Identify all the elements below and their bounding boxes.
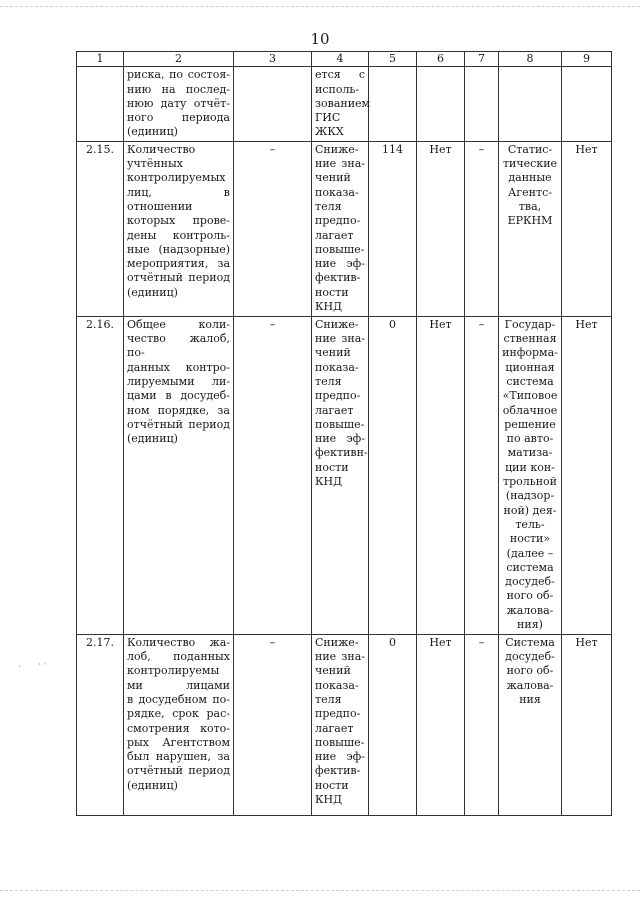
column-header-6: 6 — [417, 52, 465, 67]
direction-description-line: ние эф- — [315, 750, 365, 764]
data-source-line: тва, — [518, 199, 542, 213]
indicator-table — [76, 51, 612, 816]
direction-description-line: фективн- — [315, 446, 368, 460]
indicator-value — [369, 67, 417, 141]
indicator-name-line: отчётный период — [127, 271, 230, 285]
data-source-line: система — [506, 560, 554, 574]
direction-description-line: ности — [315, 778, 349, 792]
column-header-8: 8 — [499, 52, 562, 67]
direction-description-line: лагает — [315, 228, 354, 242]
direction-description — [312, 316, 369, 634]
indicator-name-line: (единиц) — [127, 285, 178, 299]
indicator-name-line: рых Агентством — [127, 735, 230, 749]
flag-cell-2: Нет — [562, 316, 612, 634]
data-source-line: ного об- — [506, 664, 554, 678]
target-value — [234, 67, 312, 141]
column-header-3: 3 — [234, 52, 312, 67]
data-source-line: система — [506, 374, 554, 388]
row-number: 2.17. — [77, 634, 124, 815]
indicator-name-line: отчётный период — [127, 417, 230, 431]
data-source-line: ного об- — [506, 589, 554, 603]
data-source-line: (надзор- — [505, 489, 555, 503]
indicator-value: 0 — [369, 634, 417, 815]
data-source — [499, 316, 562, 634]
indicator-name-line: ные (надзорные) — [127, 242, 230, 256]
data-source — [499, 67, 562, 141]
data-source-line: ции кон- — [505, 460, 555, 474]
indicator-value: 0 — [369, 316, 417, 634]
direction-description-line: ние зна- — [315, 332, 365, 346]
indicator-name-line: лоб, поданных — [127, 650, 230, 664]
table-row — [77, 634, 612, 815]
data-source-line: ной) дея- — [503, 503, 557, 517]
data-source-line: Государ- — [504, 317, 556, 331]
target-value: – — [234, 634, 312, 815]
direction-description-line: чений — [315, 664, 351, 678]
direction-description-line: показа- — [315, 360, 359, 374]
data-source-line: досудеб- — [505, 650, 555, 664]
indicator-name-line: нюю дату отчёт- — [127, 96, 230, 110]
table-row — [77, 67, 612, 141]
indicator-name — [124, 141, 234, 316]
flag-cell — [417, 67, 465, 141]
direction-description-line: повыше- — [315, 735, 365, 749]
indicator-name — [124, 67, 234, 141]
indicator-name-line: ного периода — [127, 111, 230, 125]
dash-cell — [465, 67, 499, 141]
indicator-name-line: чество жалоб, по- — [127, 332, 230, 360]
direction-description-line: ности — [315, 460, 349, 474]
table-body — [77, 67, 612, 815]
direction-description-line: повыше- — [315, 417, 365, 431]
direction-description-line: теля — [315, 374, 342, 388]
indicator-name-line: Количество жа- — [127, 635, 230, 649]
data-source-line: тические — [502, 157, 558, 171]
flag-cell-2: Нет — [562, 141, 612, 316]
direction-description-line: зованием — [315, 96, 371, 110]
indicator-value: 114 — [369, 141, 417, 316]
indicator-name-line: данных контро- — [127, 360, 230, 374]
indicator-name — [124, 634, 234, 815]
direction-description-line: ности — [315, 285, 349, 299]
indicator-name-line: рядке, срок рас- — [127, 707, 230, 721]
scan-mark: · · — [38, 660, 47, 670]
data-source-line: ЕРКНМ — [507, 214, 553, 228]
flag-cell: Нет — [417, 141, 465, 316]
column-header-7: 7 — [465, 52, 499, 67]
indicator-name-line: нию на послед- — [127, 82, 230, 96]
indicator-name-line: смотрения кото- — [127, 721, 230, 735]
direction-description-line: предпо- — [315, 214, 361, 228]
data-source-line: досудеб- — [505, 575, 555, 589]
indicator-name-line: (единиц) — [127, 778, 178, 792]
column-header-4: 4 — [312, 52, 369, 67]
data-source-line: облачное — [502, 403, 558, 417]
data-source-line: информа- — [502, 346, 558, 360]
indicator-name-line: дены контроль- — [127, 228, 230, 242]
flag-cell-2: Нет — [562, 634, 612, 815]
indicator-name-line: был нарушен, за — [127, 750, 230, 764]
indicator-name-line: Общее коли- — [127, 317, 230, 331]
direction-description-line: теля — [315, 692, 342, 706]
direction-description-line: ние эф- — [315, 432, 365, 446]
data-source-line: тель- — [515, 517, 545, 531]
flag-cell-2 — [562, 67, 612, 141]
direction-description-line: предпо- — [315, 389, 361, 403]
indicator-name-line: лиц, в отношении — [127, 185, 230, 213]
indicator-name-line: учтённых контролируемых — [127, 157, 226, 185]
data-source-line: данные — [508, 171, 552, 185]
data-source-line: ственная — [503, 332, 557, 346]
column-header-9: 9 — [562, 52, 612, 67]
direction-description-line: ние эф- — [315, 257, 365, 271]
direction-description-line: лагает — [315, 721, 354, 735]
scan-top-edge — [0, 6, 640, 8]
indicator-name-line: контролируемы — [127, 664, 220, 678]
dash-cell: – — [465, 634, 499, 815]
data-source-line: жалова- — [506, 603, 554, 617]
indicator-name-line: цами в досудеб- — [127, 389, 230, 403]
direction-description-line: КНД — [315, 793, 343, 807]
direction-description-line: чений — [315, 346, 351, 360]
indicator-name-line: ми лицами — [127, 678, 230, 692]
direction-description-line: Сниже- — [315, 317, 359, 331]
direction-description-line: Сниже- — [315, 142, 359, 156]
direction-description-line: лагает — [315, 403, 354, 417]
indicator-name-line: которых прове- — [127, 214, 230, 228]
direction-description-line: исполь- — [315, 82, 360, 96]
row-number — [77, 67, 124, 141]
header-row — [77, 52, 612, 67]
table-row — [77, 141, 612, 316]
data-source-line: «Типовое — [502, 389, 558, 403]
direction-description-line: предпо- — [315, 707, 361, 721]
direction-description — [312, 141, 369, 316]
page-number: 10 — [310, 30, 330, 48]
direction-description-line: теля — [315, 199, 342, 213]
scan-bottom-edge — [0, 890, 640, 892]
data-source-line: ности» — [509, 532, 551, 546]
data-source-line: Система — [505, 635, 555, 649]
row-number: 2.16. — [77, 316, 124, 634]
direction-description-line: КНД — [315, 300, 343, 314]
direction-description-line: фектив- — [315, 271, 361, 285]
column-header-2: 2 — [124, 52, 234, 67]
dash-cell: – — [465, 316, 499, 634]
data-source-line: Агентс- — [508, 185, 552, 199]
indicator-name-line: в досудебном по- — [127, 692, 230, 706]
data-source-line: ния — [519, 692, 541, 706]
direction-description-line: ется с — [315, 68, 365, 82]
scan-mark: · — [18, 662, 21, 672]
data-source-line: трольной — [502, 475, 557, 489]
table-row — [77, 316, 612, 634]
data-source — [499, 634, 562, 815]
direction-description-line: повыше- — [315, 242, 365, 256]
indicator-name-line: отчётный период — [127, 764, 230, 778]
data-source-line: жалова- — [506, 678, 554, 692]
target-value: – — [234, 141, 312, 316]
direction-description — [312, 67, 369, 141]
flag-cell: Нет — [417, 634, 465, 815]
flag-cell: Нет — [417, 316, 465, 634]
row-number: 2.15. — [77, 141, 124, 316]
data-source-line: (далее – — [506, 546, 554, 560]
direction-description-line: чений — [315, 171, 351, 185]
data-source-line: матиза- — [507, 446, 553, 460]
indicator-name-line: (единиц) — [127, 432, 178, 446]
indicator-name-line: мероприятия, за — [127, 257, 230, 271]
column-header-5: 5 — [369, 52, 417, 67]
direction-description-line: фектив- — [315, 764, 361, 778]
dash-cell: – — [465, 141, 499, 316]
indicator-name-line: риска, по состоя- — [127, 68, 230, 82]
direction-description-line: ние зна- — [315, 650, 365, 664]
data-source-line: ционная — [505, 360, 555, 374]
indicator-name-line: лируемыми ли- — [127, 374, 230, 388]
indicator-name-line: Количество — [127, 142, 196, 156]
direction-description-line: Сниже- — [315, 635, 359, 649]
indicator-name — [124, 316, 234, 634]
data-source-line: по авто- — [506, 432, 554, 446]
data-source-line: Статис- — [507, 142, 553, 156]
indicator-name-line: (единиц) — [127, 125, 178, 139]
column-header-1: 1 — [77, 52, 124, 67]
target-value: – — [234, 316, 312, 634]
direction-description-line: ГИС — [315, 111, 341, 125]
direction-description-line: ние зна- — [315, 157, 365, 171]
direction-description-line: показа- — [315, 185, 359, 199]
direction-description-line: показа- — [315, 678, 359, 692]
direction-description — [312, 634, 369, 815]
data-source-line: решение — [504, 417, 556, 431]
direction-description-line: КНД — [315, 475, 343, 489]
data-source-line: ния) — [517, 618, 543, 632]
indicator-name-line: ном порядке, за — [127, 403, 230, 417]
data-source — [499, 141, 562, 316]
direction-description-line: ЖКХ — [315, 125, 344, 139]
